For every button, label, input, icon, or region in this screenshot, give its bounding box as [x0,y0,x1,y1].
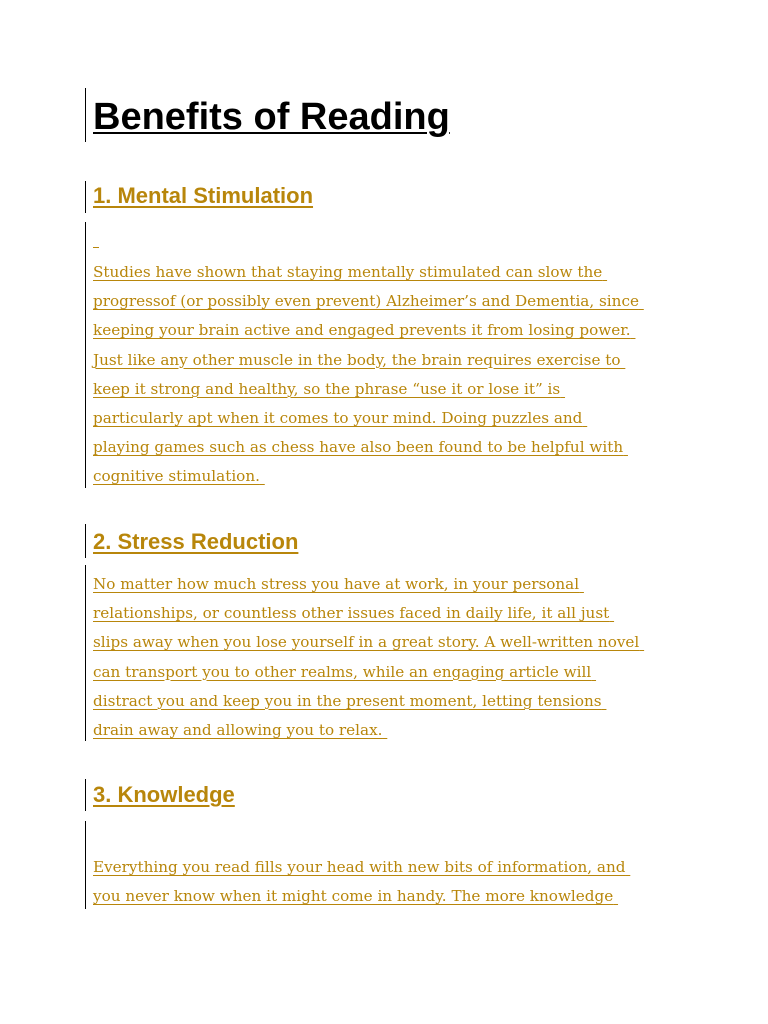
empty-link-marker [93,247,99,248]
paragraph-line: drain away and allowing you to relax. [93,721,383,740]
paragraph-line: can transport you to other realms, while an engaging article will [93,662,592,681]
margin-bar [85,181,86,213]
section-heading-mental-stimulation[interactable]: 1. Mental Stimulation [93,183,314,208]
margin-bar [85,88,86,142]
section-heading-stress-reduction[interactable]: 2. Stress Reduction [93,529,299,554]
section-heading-knowledge[interactable]: 3. Knowledge [93,782,235,807]
paragraph-line: Just like any other muscle in the body, the brain requires exercise to [93,350,621,369]
margin-bar [85,524,86,558]
margin-bar [85,779,86,811]
paragraph-line: cognitive stimulation. [93,467,260,486]
paragraph-line: No matter how much stress you have at work, in your personal [93,575,580,593]
paragraph-line: you never know when it might come in handy. The more knowledge [93,887,614,906]
margin-bar [85,565,86,741]
paragraph-line: keeping your brain active and engaged prevents it from losing power. [93,321,631,340]
section-paragraph-knowledge[interactable] [93,853,630,911]
margin-bar [85,821,86,909]
paragraph-line: slips away when you lose yourself in a great story. A well-written novel [93,633,640,652]
paragraph-line: playing games such as chess have also been found to be helpful with [93,438,624,457]
paragraph-line: particularly apt when it comes to your mind. Doing puzzles and [93,409,583,428]
section-paragraph-stress-reduction[interactable] [93,570,644,745]
paragraph-line: relationships, or countless other issues faced in daily life, it all just [93,604,610,623]
paragraph-line: progressof (or possibly even prevent) Alzheimer’s and Dementia, since [93,292,639,311]
section-paragraph-mental-stimulation[interactable] [93,258,644,492]
paragraph-line: Everything you read fills your head with new bits of information, and [93,858,626,876]
paragraph-line: distract you and keep you in the present moment, letting tensions [93,691,602,710]
page-title: Benefits of Reading [93,96,450,138]
paragraph-line: Studies have shown that staying mentally stimulated can slow the [93,263,603,281]
margin-bar [85,222,86,488]
paragraph-line: keep it strong and healthy, so the phrase “use it or lose it” is [93,379,561,398]
